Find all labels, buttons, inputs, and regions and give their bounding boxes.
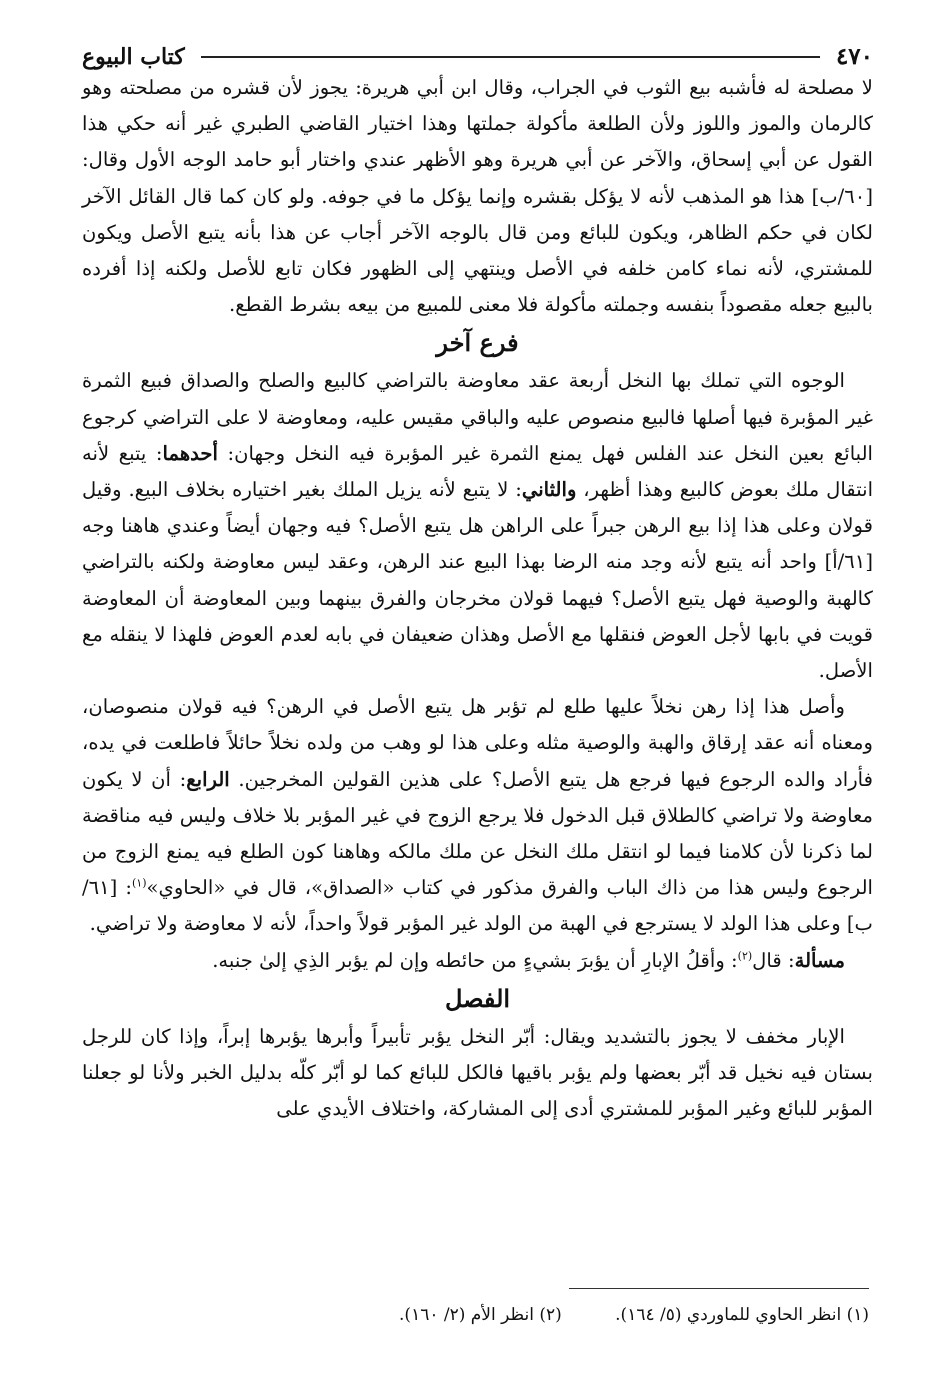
paragraph-3-part-b: : أن لا يكون معاوضة ولا تراضي كالطلاق قبل الدخول فلا يرجع الزوج في غير المؤبر بلا خلاف وليس فيه مناقضة لما ذكرنا لأن كلامنا فيما لو انتقل ملك النخل عن ملك مالكه وهاهنا كون الطلع فيه يمنع الزوج من الرجوع وليس هذا من ذاك الباب والفرق مذكور في كتاب «الصداق»، قال في «الحاوي»: [82, 767, 873, 900]
term-althani: والثاني: [521, 478, 577, 502]
main-text: [82, 70, 873, 1127]
footnote-1: (١) انظر الحاوي للماوردي (٥/ ١٦٤).: [615, 1305, 869, 1325]
paragraph-3-part-c: : [٦١/ ب] وعلى هذا الولد لا يسترجع في الهبة من الولد غير المؤبر قولاً واحداً، لأنه لا معاوضة ولا تراضي.: [82, 876, 873, 936]
term-masala: مسألة: [794, 948, 845, 972]
paragraph-3-part-a: وأصل هذا إذا رهن نخلاً عليها طلع لم تؤبر هل يتبع الأصل في الرهن؟ فيه قولان منصوصان، ومعناه أنه عقد إرقاق والهبة والوصية مثله وعلى هذا لو وهب من ولده نخلاً حائلاً فاطلعت في يده، فأراد والده الرجوع فيها فرجع هل يتبع الأصل؟ على هذين القولين المخرجين.: [82, 695, 873, 791]
paragraph-2-part-b: : يتبع لأنه انتقال ملك بعوض كالبيع وهذا أظهر،: [82, 441, 874, 502]
header-rule: [201, 56, 820, 58]
page-header: [82, 30, 873, 70]
footnote-2: (٢) انظر الأم (٢/ ١٦٠).: [399, 1305, 562, 1325]
paragraph-2-part-a: الوجوه التي تملك بها النخل أربعة عقد معاوضة بالتراضي كالبيع والصلح والصداق فبيع الثمرة غير المؤبرة فيها أصلها فالبيع منصوص عليه والباقي مقيس عليه، ومعاوضة لا على التراضي كرجوع البائع بعين النخل عند الفلس فهل يمنع الثمرة غير المؤبرة فيه النخل وجهان:: [82, 369, 873, 465]
term-ahaduhuma: أحدهما: [162, 441, 218, 465]
paragraph-4: الإبار مخفف لا يجوز بالتشديد ويقال: أبّر النخل يؤبر تأبيراً وأبرها يؤبرها إبراً، وإذا كان للرجل بستان فيه نخيل قد أبّر بعضها ولم يؤبر باقيها فالكل للبائع كما لو أبّر كلّه بدليل الخبر ولأنا لو جعلنا المؤبر للبائع وغير المؤبر للمشتري أدى إلى المشاركة، واختلاف الأيدي على: [82, 1024, 873, 1121]
page-number: ٤٧٠: [835, 43, 873, 70]
footnote-ref-2: (٢): [737, 949, 753, 963]
masala-part-a: : قال: [752, 948, 795, 972]
term-alrabi: الرابع: [186, 767, 230, 791]
footnote-ref-1: (١): [132, 876, 147, 890]
masala-paragraph: [82, 943, 873, 979]
paragraph-3: [82, 689, 873, 942]
paragraph-2-part-c: : لا يتبع لأنه يزيل الملك بغير اختياره بخلاف البيع. وقيل قولان وعلى هذا إذا بيع الرهن جبراً على الراهن هل يتبع الأصل؟ فيه وجهان أيضاً وعندي هاهنا وجه [٦١/أ] واحد أنه يتبع لأنه وجد منه الرضا بهذا البيع عند الرهن، وعقد ليس معاوضة ولكنه بالتراضي كالهبة والوصية فهل يتبع الأصل؟ فيهما قولان مخرجان والفرق بينهما وبين المعاوضة أن المعاوضة قويت في بابها لأجل العوض فنقلها مع الأصل وهذان ضعيفان في بابه لعدم العوض فلهذا لا ينقله مع الأصل.: [82, 478, 873, 683]
section-heading-alfasl: الفصل: [444, 983, 511, 1013]
book-title: كتاب البيوع: [82, 44, 185, 70]
section-heading-far-akhar: فرع آخر: [436, 328, 519, 358]
masala-part-b: : وأقلُ الإبارِ أن يؤبرَ بشيءٍ من حائطه وإن لم يؤبر الذِي إلىٰ جنبه.: [212, 948, 738, 972]
paragraph-2: [82, 363, 873, 689]
paragraph-1: لا مصلحة له فأشبه بيع الثوب في الجراب، وقال ابن أبي هريرة: يجوز لأن قشره من مصلحته وهو كالرمان والموز واللوز ولأن الطلعة مأكولة جملتها وهذا اختيار القاضي الطبري غير أنه حكي هذا القول عن أبي إسحاق، والآخر عن أبي هريرة وهو الأظهر عندي واختار أبو حامد الوجه الأول وقال: [٦٠/ب] هذا هو المذهب لأنه لا يؤكل بقشره وإنما يؤكل ما في جوفه. ولو كان كما قال القائل الآخر لكان في حكم الظاهر، ويكون للبائع ومن قال بالوجه الآخر أجاب عن هذا بأنه يتبع الأصل ويكون للمشتري، لأنه نماء كامن خلفه في الأصل وينتهي إلى الظهور فكان تابع للأصل ولكنه إذا أفرده بالبيع جعله مقصوداً بنفسه وجملته مأكولة فلا معنى للمبيع من بيعه بشرط القطع.: [82, 76, 873, 317]
footnotes: [399, 1300, 869, 1330]
footnote-rule: [569, 1288, 869, 1289]
